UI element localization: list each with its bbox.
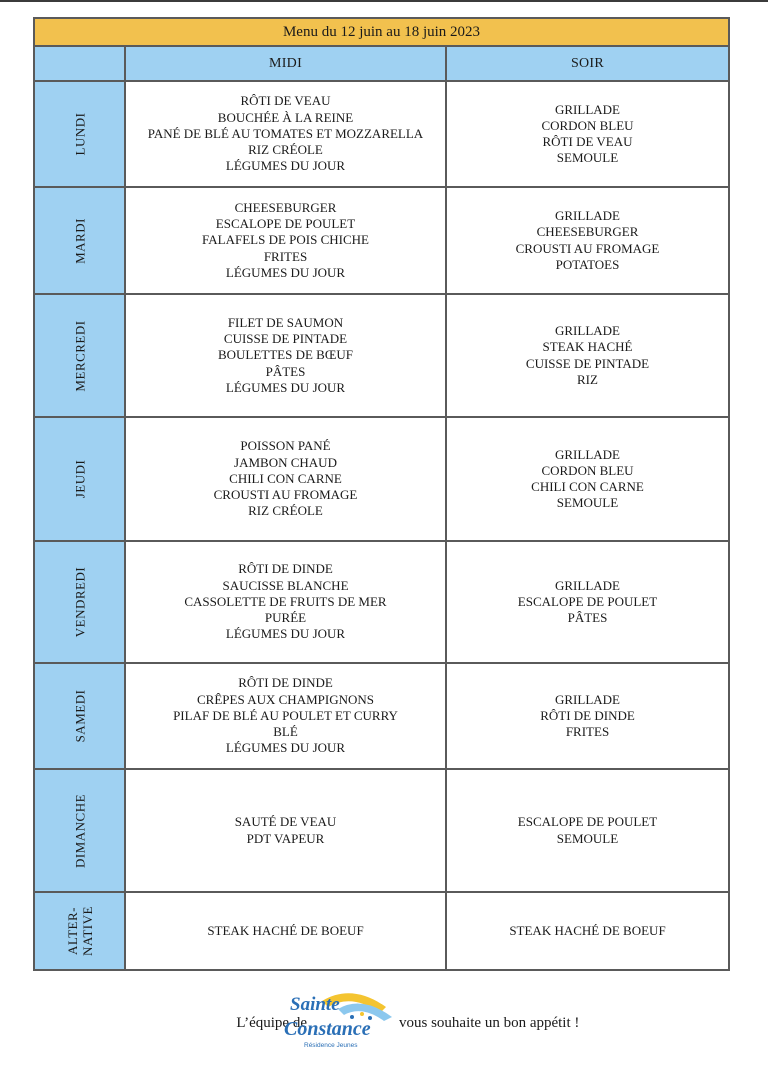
column-header-midi: MIDI: [125, 46, 446, 81]
day-label: [72, 218, 87, 264]
midi-dish: CRÊPES AUX CHAMPIGNONS: [197, 691, 374, 707]
soir-cell: [446, 663, 729, 769]
day-name: JEUDI: [72, 459, 87, 499]
soir-dish: GRILLADE: [555, 323, 620, 339]
soir-cell: [446, 892, 729, 970]
midi-dish: CASSOLETTE DE FRUITS DE MER: [184, 593, 387, 609]
day-label: [72, 690, 87, 743]
midi-dish: BOULETTES DE BŒUF: [217, 347, 354, 363]
midi-dish: PDT VAPEUR: [246, 830, 325, 846]
midi-dish: RÔTI DE VEAU: [240, 93, 331, 109]
midi-dish: POISSON PANÉ: [240, 438, 331, 454]
soir-dish: CORDON BLEU: [541, 462, 634, 478]
logo-tagline: Résidence Jeunes: [304, 1042, 358, 1049]
soir-dish: SEMOULE: [556, 495, 619, 511]
midi-cell: [125, 294, 446, 417]
midi-dish: RÔTI DE DINDE: [238, 675, 333, 691]
menu-body: [34, 81, 729, 970]
footer: [0, 985, 768, 1055]
title-row: [34, 18, 729, 46]
midi-dish: ESCALOPE DE POULET: [215, 216, 356, 232]
soir-dish: RÔTI DE DINDE: [540, 707, 635, 723]
menu-row: [34, 294, 729, 417]
footer-suffix: vous souhaite un bon appétit !: [399, 1015, 580, 1031]
day-cell: [34, 81, 125, 187]
midi-dish: FALAFELS DE POIS CHICHE: [202, 232, 369, 248]
midi-dish: PANÉ DE BLÉ AU TOMATES ET MOZZARELLA: [147, 125, 424, 141]
midi-cell: [125, 417, 446, 541]
day-label: [72, 320, 87, 391]
midi-cell: [125, 769, 446, 892]
logo-word-constance: Constance: [284, 1018, 371, 1040]
menu-row: [34, 769, 729, 892]
day-name-line: ALTER-: [64, 906, 80, 956]
soir-cell: [446, 417, 729, 541]
soir-dish: POTATOES: [555, 256, 620, 272]
day-name: LUNDI: [72, 112, 87, 156]
midi-dish: SAUCISSE BLANCHE: [222, 577, 349, 593]
soir-cell: [446, 187, 729, 294]
soir-dish: RIZ: [577, 371, 598, 387]
sainte-constance-logo: [282, 987, 397, 1055]
day-name: DIMANCHE: [72, 793, 87, 868]
soir-dish: FRITES: [565, 724, 610, 740]
soir-dish: GRILLADE: [555, 691, 620, 707]
midi-dish: FRITES: [263, 248, 308, 264]
menu-row: [34, 663, 729, 769]
midi-dish: PURÉE: [264, 610, 307, 626]
soir-dish: CHEESEBURGER: [536, 224, 639, 240]
soir-dish: SEMOULE: [556, 150, 619, 166]
day-label: [72, 460, 87, 499]
midi-dish: BOUCHÉE À LA REINE: [217, 109, 354, 125]
soir-dish: SEMOULE: [556, 830, 619, 846]
day-cell: [34, 294, 125, 417]
day-cell: [34, 187, 125, 294]
midi-cell: [125, 663, 446, 769]
midi-dish: JAMBON CHAUD: [234, 454, 337, 470]
top-border-line: [0, 0, 768, 2]
soir-dish: STEAK HACHÉ DE BOEUF: [509, 922, 666, 938]
day-cell: [34, 417, 125, 541]
midi-dish: PÂTES: [265, 363, 306, 379]
midi-dish: LÉGUMES DU JOUR: [225, 379, 346, 395]
midi-dish: LÉGUMES DU JOUR: [225, 740, 346, 756]
midi-dish: RIZ CRÉOLE: [248, 503, 323, 519]
midi-cell: [125, 187, 446, 294]
midi-cell: [125, 892, 446, 970]
day-label: [65, 906, 95, 956]
midi-cell: [125, 81, 446, 187]
midi-dish: RÔTI DE DINDE: [238, 561, 333, 577]
menu-title: Menu du 12 juin au 18 juin 2023: [34, 18, 729, 46]
soir-cell: [446, 81, 729, 187]
menu-row: [34, 187, 729, 294]
midi-dish: RIZ CRÉOLE: [248, 142, 323, 158]
soir-dish: GRILLADE: [555, 208, 620, 224]
day-name: MERCREDI: [72, 319, 87, 392]
soir-cell: [446, 541, 729, 663]
midi-dish: CROUSTI AU FROMAGE: [213, 487, 358, 503]
header-corner: [34, 46, 125, 81]
soir-dish: ESCALOPE DE POULET: [517, 593, 658, 609]
soir-cell: [446, 769, 729, 892]
midi-dish: FILET DE SAUMON: [227, 314, 344, 330]
soir-dish: STEAK HACHÉ: [542, 339, 633, 355]
midi-dish: CHILI CON CARNE: [229, 470, 342, 486]
midi-cell: [125, 541, 446, 663]
soir-dish: GRILLADE: [555, 101, 620, 117]
midi-dish: CHEESEBURGER: [234, 199, 337, 215]
day-label: [72, 113, 87, 156]
midi-dish: LÉGUMES DU JOUR: [225, 626, 346, 642]
soir-dish: GRILLADE: [555, 577, 620, 593]
day-name-line: NATIVE: [79, 906, 95, 956]
midi-dish: BLÉ: [273, 724, 298, 740]
day-cell: [34, 769, 125, 892]
midi-dish: CUISSE DE PINTADE: [223, 331, 348, 347]
soir-dish: GRILLADE: [555, 446, 620, 462]
weekly-menu-table: [33, 17, 730, 971]
midi-dish: SAUTÉ DE VEAU: [234, 814, 337, 830]
soir-dish: CROUSTI AU FROMAGE: [515, 240, 660, 256]
day-name: SAMEDI: [72, 689, 87, 743]
column-header-soir: SOIR: [446, 46, 729, 81]
midi-dish: LÉGUMES DU JOUR: [225, 264, 346, 280]
soir-dish: ESCALOPE DE POULET: [517, 814, 658, 830]
soir-dish: PÂTES: [567, 610, 608, 626]
soir-dish: RÔTI DE VEAU: [542, 134, 633, 149]
menu-row: [34, 417, 729, 541]
soir-cell: [446, 294, 729, 417]
column-header-row: [34, 46, 729, 81]
day-cell: [34, 541, 125, 663]
midi-dish: PILAF DE BLÉ AU POULET ET CURRY: [173, 707, 398, 723]
day-name: MARDI: [72, 217, 87, 264]
soir-dish: CUISSE DE PINTADE: [525, 355, 650, 371]
day-label: [72, 567, 87, 637]
midi-dish: STEAK HACHÉ DE BOEUF: [207, 922, 364, 938]
logo-word-sainte: Sainte: [290, 994, 340, 1015]
day-label: [72, 793, 87, 867]
day-cell: [34, 663, 125, 769]
menu-row: [34, 892, 729, 970]
day-name: VENDREDI: [72, 566, 87, 638]
midi-dish: LÉGUMES DU JOUR: [225, 158, 346, 174]
soir-dish: CHILI CON CARNE: [531, 479, 644, 494]
soir-dish: CORDON BLEU: [541, 117, 634, 133]
menu-row: [34, 541, 729, 663]
footer-prefix: L’équipe de: [236, 1015, 307, 1031]
menu-row: [34, 81, 729, 187]
day-cell: [34, 892, 125, 970]
